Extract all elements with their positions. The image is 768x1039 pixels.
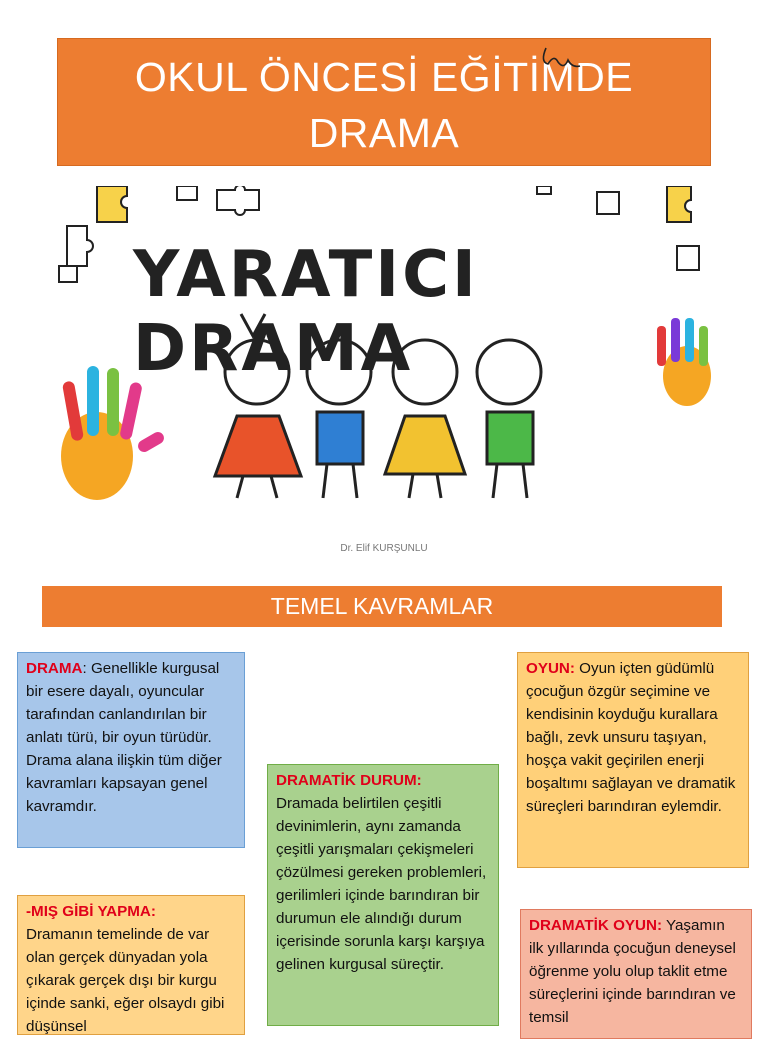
- page-title-line2: DRAMA: [308, 110, 460, 156]
- card-body: Dramada belirtilen çeşitli devinimlerin, aynı zamanda çeşitli yarışmaları çekişmeleri çözülmesi gereken problemleri, gerilimleri içinde barındıran bir durumun ele alındığı durum içerisinde sorunla karşı karşıya gelinen kurgusal süreçtir.: [276, 795, 487, 973]
- card-term: -MIŞ GİBİ YAPMA:: [26, 903, 156, 920]
- card-term: OYUN:: [526, 660, 575, 677]
- card-body: Dramanın temelinde de var olan gerçek dünyadan yola çıkarak gerçek dışı bir kurgu içinde sanki, eğer olsaydı gibi düşünsel: [26, 926, 225, 1035]
- card-term: DRAMA: [26, 660, 83, 677]
- hero-illustration: [57, 186, 711, 506]
- hero-headline: YARATICI DRAMA: [133, 238, 479, 386]
- concept-card-oyun: [517, 652, 749, 868]
- author-caption: Dr. Elif KURŞUNLU: [340, 543, 428, 554]
- concept-card-mis-gibi-yapma: [17, 895, 245, 1035]
- title-banner: [57, 38, 711, 166]
- section-title: TEMEL KAVRAMLAR: [42, 586, 722, 627]
- card-body: Yaşamın ilk yıllarında çocuğun deneysel öğrenme yolu olup taklit etme süreçlerini içinde barındıran ve temsil: [529, 917, 736, 1026]
- page-title-line1: OKUL ÖNCESİ EĞİTİMDE: [134, 54, 634, 100]
- card-term: DRAMATİK DURUM:: [276, 772, 422, 789]
- painted-hand-icon: [61, 366, 166, 500]
- concept-card-dramatik-oyun: [520, 909, 752, 1039]
- card-body: : Genellikle kurgusal bir esere dayalı, oyuncular tarafından canlandırılan bir anlatı türü, bir oyun türüdür. Drama alana ilişkin tüm diğer kavramları kapsayan genel kavramdır.: [26, 660, 222, 815]
- pen-scribble-icon: [536, 40, 586, 80]
- card-term: DRAMATİK OYUN:: [529, 917, 663, 934]
- concept-card-drama: [17, 652, 245, 848]
- card-body: Oyun içten güdümlü çocuğun özgür seçimine ve kendisinin koyduğu kurallara bağlı, zevk unsuru taşıyan, hoşça vakit geçirilen enerji boşaltımı sağlayan ve dramatik süreçleri barındıran eylemdir.: [526, 660, 736, 815]
- concept-card-dramatik-durum: [267, 764, 499, 1026]
